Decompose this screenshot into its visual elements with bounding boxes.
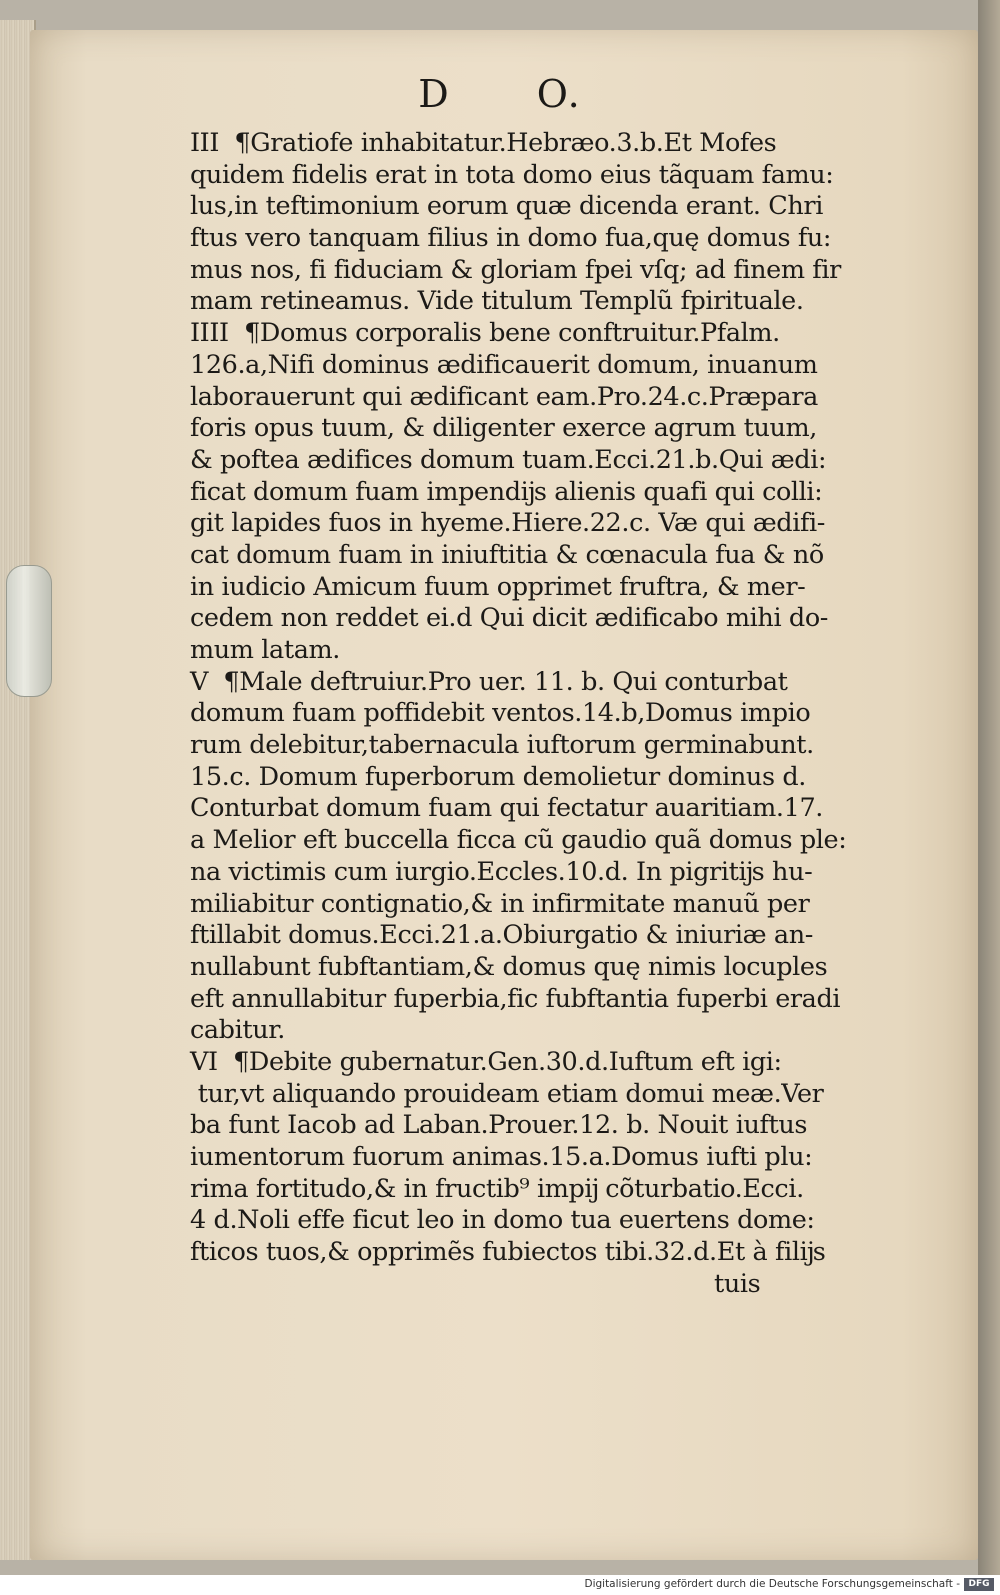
footer-bar xyxy=(0,1575,1000,1595)
text-line: eft annullabitur fuperbia,fic fubftantia fuperbi eradi xyxy=(190,983,841,1014)
text-line: nullabunt fubftantiam,& domus quę nimis locuples xyxy=(190,951,828,982)
text-line: V ¶Male deftruiur.Pro uer. 11. b. Qui conturbat xyxy=(190,666,788,697)
text-line: VI ¶Debite gubernatur.Gen.30.d.Iuftum eft igi: xyxy=(190,1046,782,1077)
text-line: in iudicio Amicum fuum opprimet fruftra, & mer- xyxy=(190,571,806,602)
header-letter-left: D xyxy=(418,72,451,116)
page-header xyxy=(0,72,1000,116)
text-line: rum delebitur,tabernacula iuftorum germinabunt. xyxy=(190,730,814,761)
text-line: rima fortitudo,& in fructib⁹ impĳ cõturbatio.Ecci. xyxy=(190,1173,804,1204)
text-line: na victimis cum iurgio.Eccles.10.d. In pigritĳs hu- xyxy=(190,856,813,887)
text-line: cedem non reddet ei.d Qui dicit ædificabo mihi do- xyxy=(190,603,829,634)
page-text xyxy=(190,128,960,1300)
text-line: cat domum fuam in iniuftitia & cœnacula fua & nõ xyxy=(190,539,824,570)
text-line: ftillabit domus.Ecci.21.a.Obiurgatio & iniuriæ an- xyxy=(190,920,813,951)
text-line: tuis xyxy=(190,1268,761,1299)
text-line: mam retineamus. Vide titulum Templũ fpirituale. xyxy=(190,286,804,317)
text-line: lus,in teftimonium eorum quæ dicenda erant. Chri xyxy=(190,191,823,222)
text-line: ftus vero tanquam filius in domo fua,quę domus fu: xyxy=(190,223,832,254)
text-line: 126.a,Nifi dominus ædificauerit domum, inuanum xyxy=(190,349,818,380)
text-line: git lapides fuos in hyeme.Hiere.22.c. Væ qui ædifi- xyxy=(190,508,825,539)
book-cover-edge xyxy=(978,0,1000,1575)
text-line: IIII ¶Domus corporalis bene conftruitur.Pfalm. xyxy=(190,318,780,349)
text-line: laborauerunt qui ædificant eam.Pro.24.c.Præpara xyxy=(190,381,818,412)
text-line: miliabitur contignatio,& in infirmitate manuũ per xyxy=(190,888,810,919)
text-line: 4 d.Noli effe ficut leo in domo tua euertens dome: xyxy=(190,1205,815,1236)
text-line: ficat domum fuam impendĳs alienis quafi qui colli: xyxy=(190,476,823,507)
text-line: mus nos, fi fiduciam & gloriam fpei vſq; ad finem fir xyxy=(190,254,841,285)
text-line: Conturbat domum fuam qui fectatur auaritiam.17. xyxy=(190,793,823,824)
text-line: a Melior eft buccella ficca cũ gaudio quã domus ple: xyxy=(190,825,847,856)
text-line: & poftea ædifices domum tuam.Ecci.21.b.Qui ædi: xyxy=(190,444,827,475)
dfg-logo: DFG xyxy=(964,1578,994,1591)
book-clasp xyxy=(6,565,52,697)
header-letter-right: O. xyxy=(536,72,582,116)
text-line: iumentorum fuorum animas.15.a.Domus iufti plu: xyxy=(190,1142,813,1172)
text-line: ba funt Iacob ad Laban.Prouer.12. b. Nouit iuftus xyxy=(190,1110,808,1141)
text-line: quidem fidelis erat in tota domo eius tãquam famu: xyxy=(190,159,834,190)
text-line: cabitur. xyxy=(190,1015,285,1046)
text-line: domum fuam poffidebit ventos.14.b,Domus impio xyxy=(190,698,811,729)
text-line: fticos tuos,& opprimẽs fubiectos tibi.32.d.Et à filĳs xyxy=(190,1237,826,1268)
text-line: mum latam. xyxy=(190,635,340,665)
text-line: III ¶Gratiofe inhabitatur.Hebræo.3.b.Et Mofes xyxy=(190,128,777,158)
text-line: 15.c. Domum fuperborum demolietur dominus d. xyxy=(190,761,806,792)
text-line: tur,vt aliquando prouideam etiam domui meæ.Ver xyxy=(190,1078,824,1109)
text-line: foris opus tuum, & diligenter exerce agrum tuum, xyxy=(190,413,818,444)
footer-credit: Digitalisierung gefördert durch die Deutsche Forschungsgemeinschaft - xyxy=(584,1578,960,1590)
